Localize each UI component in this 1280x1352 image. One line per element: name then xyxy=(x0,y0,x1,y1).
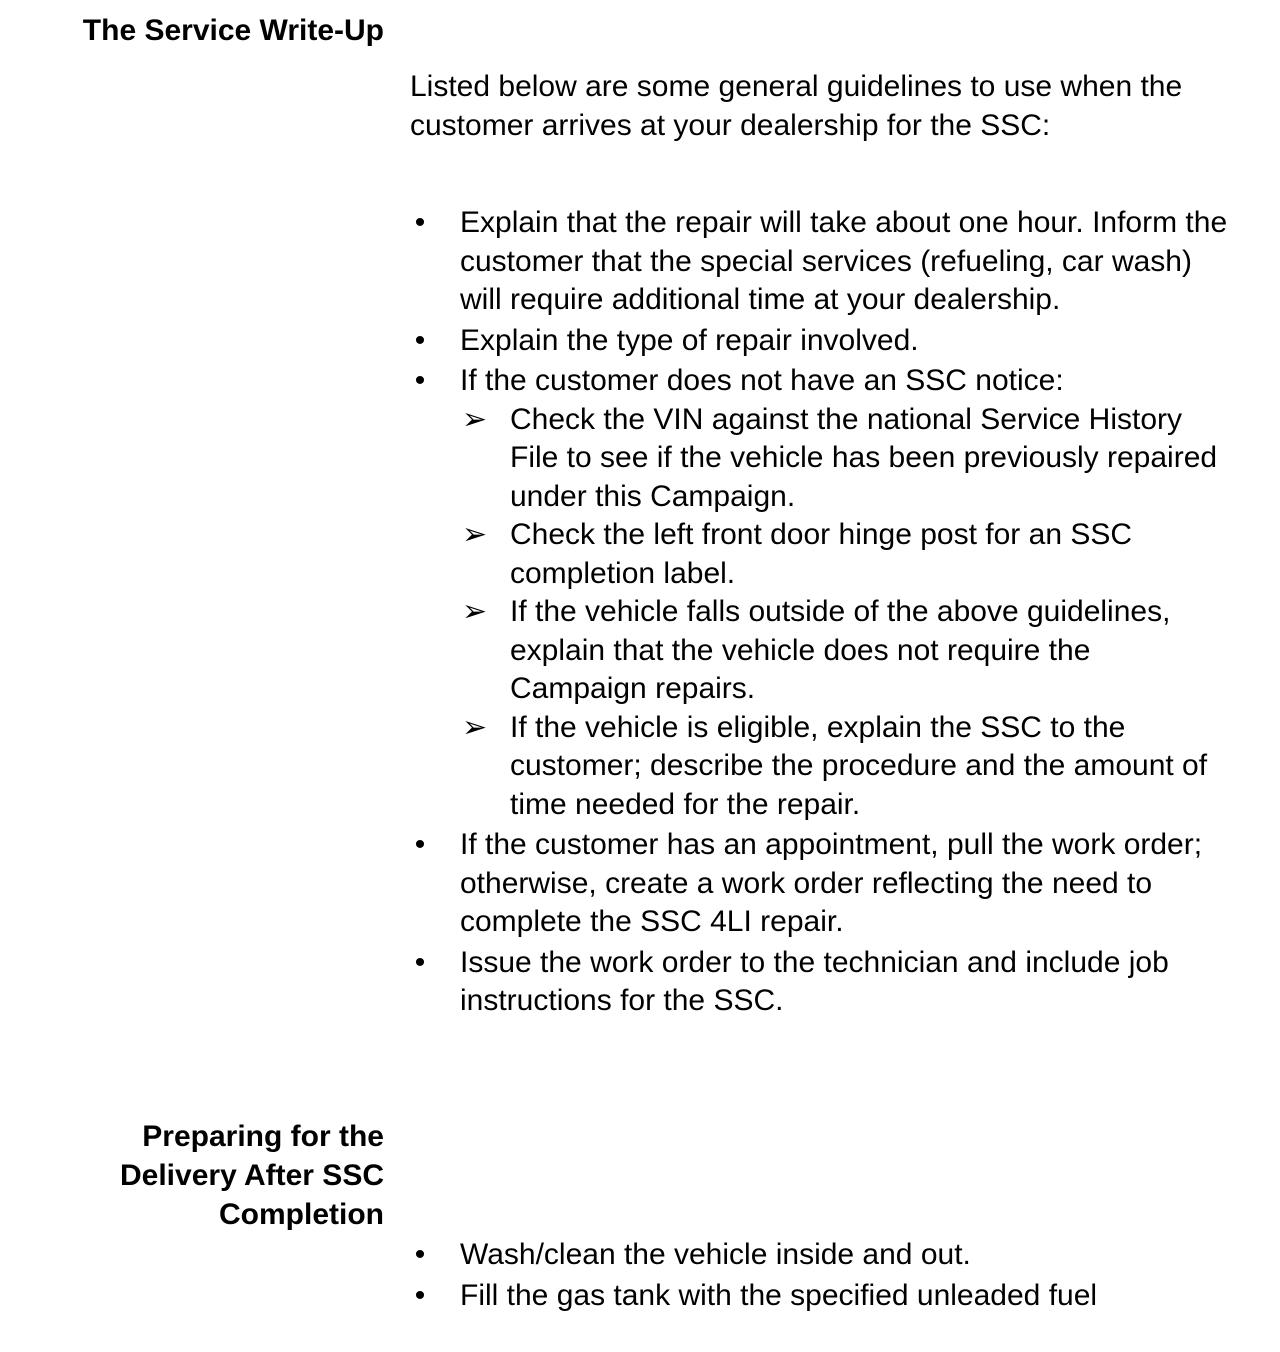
delivery-preparation-list xyxy=(410,1236,1230,1317)
section-heading-preparing-delivery: Preparing for the Delivery After SSC Completion xyxy=(120,1120,384,1231)
list-item-text: If the customer does not have an SSC notice: xyxy=(460,364,1064,397)
bullet-icon: • xyxy=(414,945,426,979)
sub-list-item-text: Check the VIN against the national Service History File to see if the vehicle has been previously repaired under this Campaign. xyxy=(510,402,1218,513)
ssc-notice-sublist xyxy=(460,401,1230,825)
arrow-bullet-icon: ➢ xyxy=(462,518,488,551)
sub-list-item-text: If the vehicle is eligible, explain the SSC to the customer; describe the procedure and the amount of time needed for the repair. xyxy=(510,710,1208,821)
sub-list-item xyxy=(460,593,1230,709)
list-item xyxy=(410,944,1230,1021)
bullet-icon: • xyxy=(414,206,426,239)
sub-list-item-text: Check the left front door hinge post for an SSC completion label. xyxy=(510,518,1133,590)
list-item xyxy=(410,1277,1230,1316)
list-item-text: Explain that the repair will take about one hour. Inform the customer that the special services (refueling, car wash) will require additional time at your dealership. xyxy=(460,206,1228,316)
sub-list-item xyxy=(460,516,1230,593)
list-item xyxy=(410,362,1230,824)
sub-list-item xyxy=(460,709,1230,825)
bullet-icon: • xyxy=(414,1278,426,1312)
bullet-icon: • xyxy=(414,364,426,397)
service-guidelines-list xyxy=(410,204,1230,1023)
list-item xyxy=(410,826,1230,942)
list-item-text: Fill the gas tank with the specified unleaded fuel xyxy=(460,1278,1098,1312)
list-item-text: If the customer has an appointment, pull the work order; otherwise, create a work order reflecting the need to complete the SSC 4LI repair. xyxy=(460,828,1203,938)
list-item xyxy=(410,1236,1230,1275)
arrow-bullet-icon: ➢ xyxy=(462,595,488,628)
list-item-text: Explain the type of repair involved. xyxy=(460,323,919,357)
section-heading-service-write-up: The Service Write-Up xyxy=(82,14,384,47)
list-item-text: Wash/clean the vehicle inside and out. xyxy=(460,1238,971,1271)
intro-paragraph: Listed below are some general guidelines to use when the customer arrives at your dealership for the SSC: xyxy=(410,70,1183,142)
list-item xyxy=(410,322,1230,361)
sub-list-item xyxy=(460,401,1230,517)
bullet-icon: • xyxy=(414,1238,426,1271)
bullet-icon: • xyxy=(414,323,426,357)
arrow-bullet-icon: ➢ xyxy=(462,710,488,744)
arrow-bullet-icon: ➢ xyxy=(462,402,488,436)
list-item-text: Issue the work order to the technician and include job instructions for the SSC. xyxy=(460,945,1169,1017)
list-item xyxy=(410,204,1230,320)
sub-list-item-text: If the vehicle falls outside of the above guidelines, explain that the vehicle does not require the Campaign repairs. xyxy=(510,595,1171,705)
bullet-icon: • xyxy=(414,828,426,861)
